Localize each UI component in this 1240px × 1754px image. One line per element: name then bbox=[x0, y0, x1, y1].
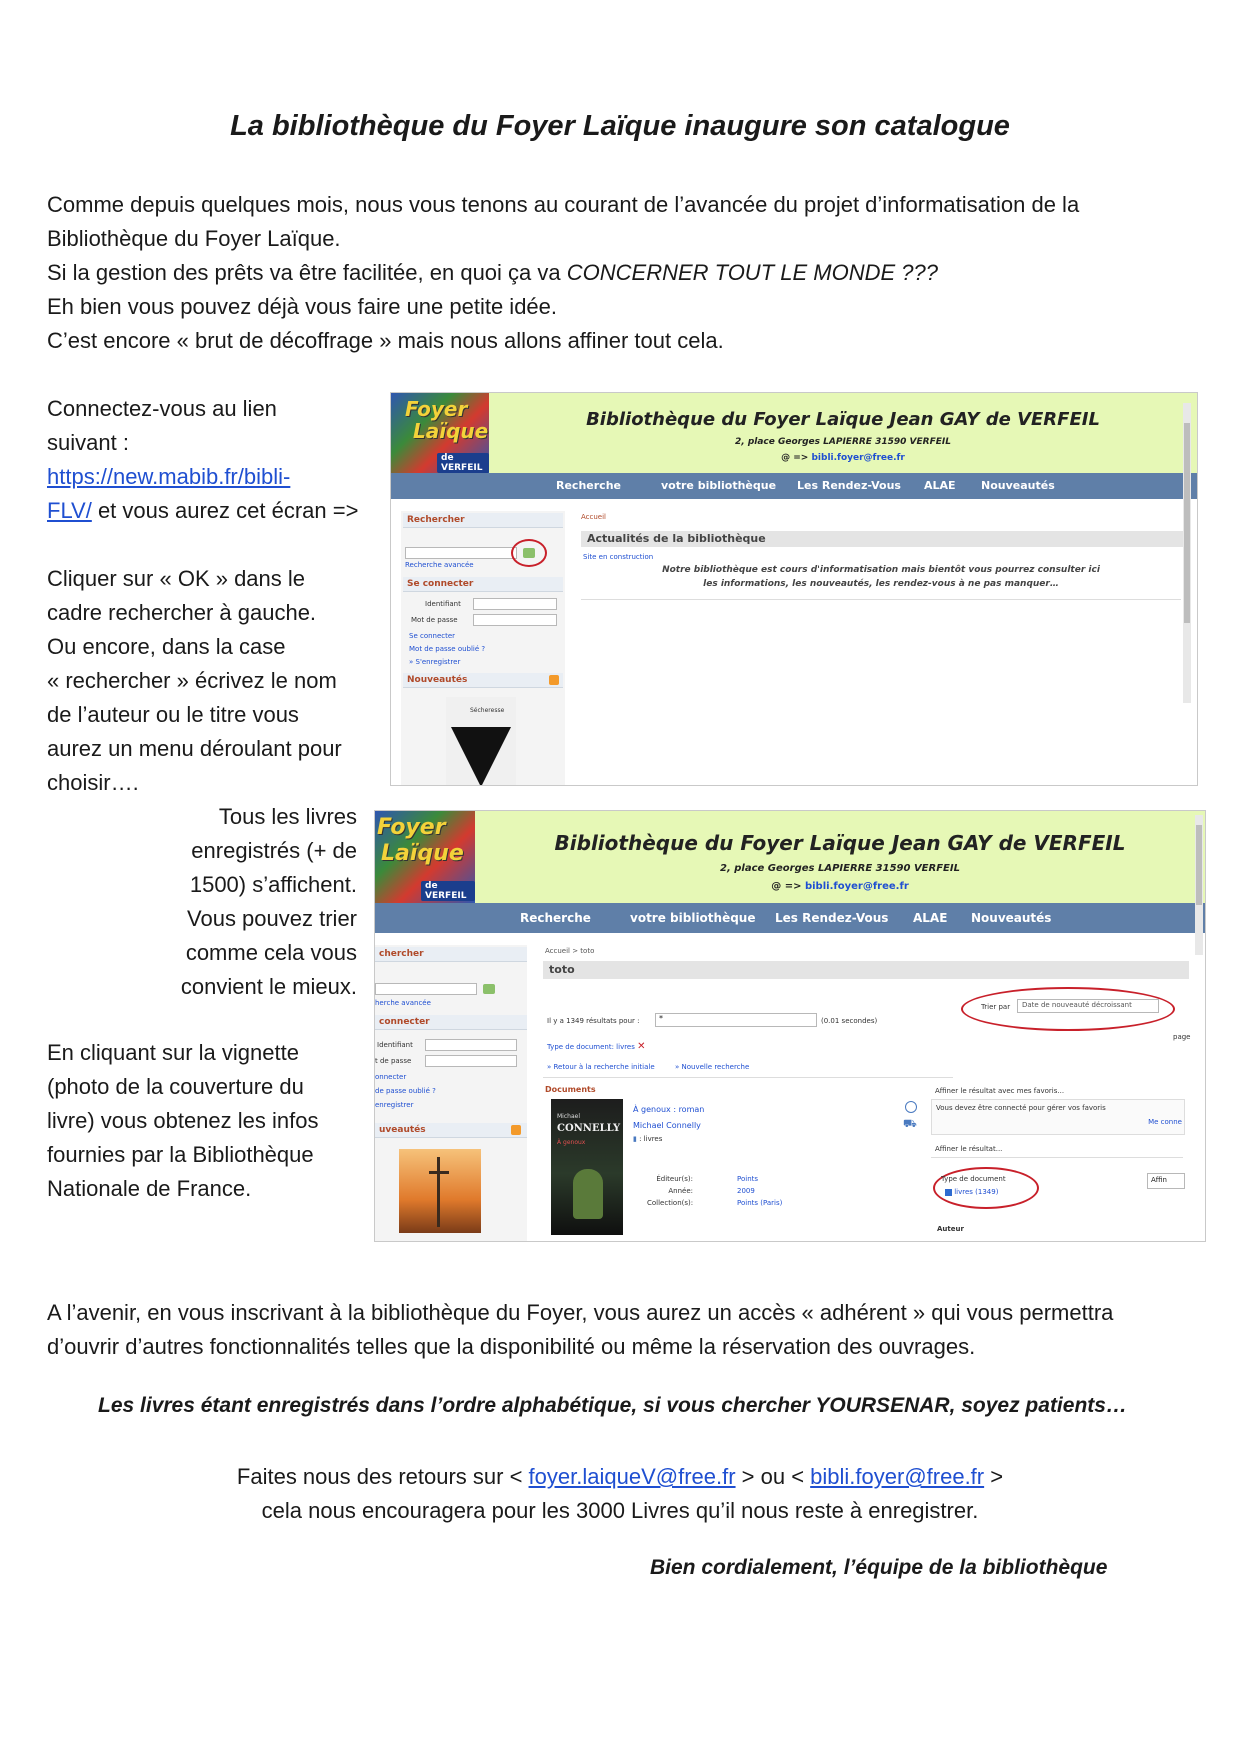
intro-line: Eh bien vous pouvez déjà vous faire une petite idée. bbox=[47, 294, 558, 319]
site-title: Bibliothèque du Foyer Laïque Jean GAY de VERFEIL bbox=[586, 409, 1100, 430]
book-cover-thumbnail[interactable] bbox=[399, 1149, 481, 1233]
highlight-circle bbox=[511, 539, 547, 567]
books-note: Tous les livres enregistrés (+ de 1500) s’affichent. Vous pouvez trier comme cela vous convient le mieux. bbox=[180, 804, 357, 999]
login-panel-header: connecter bbox=[375, 1015, 527, 1030]
future-paragraph: A l’avenir, en vous inscrivant à la bibliothèque du Foyer, vous aurez un accès « adhérent » qui vous permettra d’ouvrir d’autres fonctionnalités telles que la disponibilité ou même la réservation des ouvrages. bbox=[47, 1300, 1114, 1359]
refine-button[interactable]: Affin bbox=[1147, 1173, 1185, 1189]
login-link[interactable]: Se connecter bbox=[409, 632, 456, 640]
identifier-field[interactable] bbox=[425, 1039, 517, 1051]
site-link[interactable]: https://new.mabib.fr/bibli- bbox=[47, 464, 291, 489]
result-title[interactable]: À genoux : roman bbox=[633, 1105, 705, 1114]
ok-button[interactable] bbox=[483, 984, 495, 994]
menu-rendez-vous[interactable]: Les Rendez-Vous bbox=[775, 911, 889, 925]
site-title: Bibliothèque du Foyer Laïque Jean GAY de VERFEIL bbox=[554, 831, 1126, 855]
site-menu bbox=[375, 903, 1205, 933]
menu-votre-bibliotheque[interactable]: votre bibliothèque bbox=[630, 911, 756, 925]
search-input[interactable] bbox=[405, 547, 517, 559]
book-cover-thumbnail[interactable]: Sécheresse bbox=[446, 697, 516, 785]
site-mail: @ => bibli.foyer@free.fr bbox=[781, 453, 905, 463]
foyer-logo: Foyer Laïque de VERFEIL bbox=[375, 811, 475, 903]
menu-recherche[interactable]: Recherche bbox=[520, 911, 591, 925]
click-instructions: Cliquer sur « OK » dans le cadre rechercher à gauche. Ou encore, dans la case « rechercher » écrivez le nom de l’auteur ou le titre vous aurez un menu déroulant pour choisir…. bbox=[47, 566, 342, 795]
intro-paragraph bbox=[47, 188, 1207, 358]
book-icon: ▮ bbox=[633, 1135, 637, 1143]
info-icon[interactable] bbox=[905, 1101, 917, 1113]
connect-instructions: Connectez-vous au lien suivant : https://new.mabib.fr/bibli- FLV/ et vous aurez cet écran => bbox=[47, 396, 359, 523]
result-type: ▮ : livres bbox=[633, 1135, 663, 1143]
mail-link-bibli[interactable]: bibli.foyer@free.fr bbox=[810, 1464, 985, 1489]
site-link-end[interactable]: FLV/ bbox=[47, 498, 92, 523]
news-panel-header: Nouveautés bbox=[403, 673, 563, 688]
emphasis-text: CONCERNER TOUT LE MONDE ??? bbox=[566, 260, 938, 285]
rss-icon[interactable] bbox=[549, 675, 559, 685]
forgot-password-link[interactable]: de passe oublié ? bbox=[375, 1087, 436, 1095]
sort-select[interactable]: Date de nouveauté décroissant bbox=[1017, 999, 1159, 1013]
favorites-box: Vous devez être connecté pour gérer vos favoris Me conne bbox=[931, 1099, 1185, 1135]
foyer-logo: Foyer Laïque de VERFEIL bbox=[391, 393, 489, 473]
query-field[interactable]: * bbox=[655, 1013, 817, 1027]
menu-alae[interactable]: ALAE bbox=[913, 911, 948, 925]
screenshot-results: Foyer Laïque de VERFEIL Bibliothèque du Foyer Laïque Jean GAY de VERFEIL 2, place Georges LAPIERRE 31590 VERFEIL @ => bibli.foyer@free.fr Recherche votre bibliothèque Les Rendez-Vous ALAE Nouveautés chercher herche avancée connecter Identifiant t de passe onnecter de passe oublié ? enregistrer uveautés Accueil > toto toto Trier par Date de nouveauté décroissant page Il y a 1349 résultats pour : * (0.01 secondes) Type de document: livres ✕ » Retour à la recherche initiale » Nouvelle recherche Documents Michael CONNELLY À genoux À genoux : roman Michael Connelly ▮ : livres Éditeur(s): Année: Collection(s): Points 2009 Points (Paris) ⛟ Affiner le résultat avec mes favoris... Vous devez être connecté pour gérer vos favoris Me conne Affiner le résultat... Type de document livres (1349) Affin Auteur bbox=[374, 810, 1206, 1242]
scrollbar[interactable] bbox=[1195, 815, 1203, 955]
welcome-message: Notre bibliothèque est cours d'informatisation mais bientôt vous pourrez consulter ici les informations, les nouveautés, les rendez-vous à ne pas manquer… bbox=[662, 565, 1100, 589]
register-link[interactable]: enregistrer bbox=[375, 1101, 414, 1109]
result-author[interactable]: Michael Connelly bbox=[633, 1121, 701, 1130]
breadcrumb[interactable]: Accueil bbox=[581, 513, 606, 521]
menu-votre-bibliotheque[interactable]: votre bibliothèque bbox=[661, 479, 777, 492]
menu-rendez-vous[interactable]: Les Rendez-Vous bbox=[797, 479, 901, 492]
identifier-field[interactable] bbox=[473, 598, 557, 610]
site-address: 2, place Georges LAPIERRE 31590 VERFEIL bbox=[720, 863, 960, 874]
alphabetical-note: Les livres étant enregistrés dans l’ordre alphabétique, si vous chercher YOURSENAR, soyez patients… bbox=[98, 1394, 1127, 1417]
login-panel-header: Se connecter bbox=[403, 577, 563, 592]
advanced-search-link[interactable]: Recherche avancée bbox=[405, 561, 474, 569]
result-cover[interactable]: Michael CONNELLY À genoux bbox=[551, 1099, 623, 1235]
doctype-filter: Type de document: livres ✕ bbox=[547, 1041, 646, 1052]
login-link[interactable]: onnecter bbox=[375, 1073, 407, 1081]
feedback-paragraph: Faites nous des retours sur < foyer.laiqueV@free.fr > ou < bibli.foyer@free.fr > cela nous encouragera pour les 3000 Livres qu’il nous reste à enregistrer. bbox=[236, 1464, 1004, 1523]
menu-nouveautes[interactable]: Nouveautés bbox=[981, 479, 1055, 492]
scrollbar[interactable] bbox=[1183, 403, 1191, 703]
rss-icon[interactable] bbox=[511, 1125, 521, 1135]
refine-header: Affiner le résultat... bbox=[935, 1145, 1003, 1153]
results-count: Il y a 1349 résultats pour : bbox=[547, 1017, 640, 1025]
advanced-search-link[interactable]: herche avancée bbox=[375, 999, 431, 1007]
mail-link-foyer[interactable]: foyer.laiqueV@free.fr bbox=[528, 1464, 736, 1489]
vignette-note: En cliquant sur la vignette (photo de la couverture du livre) vous obtenez les infos fournies par la Bibliothèque Nationale de France. bbox=[47, 1040, 319, 1201]
site-menu bbox=[391, 473, 1197, 499]
intro-line: C’est encore « brut de décoffrage » mais nous allons affiner tout cela. bbox=[47, 328, 724, 353]
intro-line: Si la gestion des prêts va être facilitée, en quoi ça va CONCERNER TOUT LE MONDE ??? bbox=[47, 260, 938, 285]
search-input[interactable] bbox=[375, 983, 477, 995]
login-favorites-link[interactable]: Me conne bbox=[1148, 1118, 1182, 1126]
screenshot-home: Foyer Laïque de VERFEIL Bibliothèque du Foyer Laïque Jean GAY de VERFEIL 2, place Georges LAPIERRE 31590 VERFEIL @ => bibli.foyer@free.fr Recherche votre bibliothèque Les Rendez-Vous ALAE Nouveautés Rechercher Recherche avancée Se connecter Identifiant Mot de passe Se connecter Mot de passe oublié ? » S'enregistrer Nouveautés Sécheresse Accueil Actualités de la bibliothèque Site en construction Notre bibliothèque est cours d'informatisation mais bientôt vous pourrez consulter ici les informations, les nouveautés, les rendez-vous à ne pas manquer… bbox=[390, 392, 1198, 786]
news-panel-header: uveautés bbox=[375, 1123, 527, 1138]
intro-line: Comme depuis quelques mois, nous vous tenons au courant de l’avancée du projet d’informatisation de la bbox=[47, 192, 1080, 217]
forgot-password-link[interactable]: Mot de passe oublié ? bbox=[409, 645, 486, 653]
menu-alae[interactable]: ALAE bbox=[924, 479, 956, 492]
menu-recherche[interactable]: Recherche bbox=[556, 479, 621, 492]
doctype-checkbox[interactable]: livres (1349) bbox=[945, 1188, 998, 1196]
news-header: Actualités de la bibliothèque bbox=[581, 531, 1187, 547]
remove-filter-icon[interactable]: ✕ bbox=[637, 1041, 646, 1052]
search-panel-header: Rechercher bbox=[403, 513, 563, 528]
password-field[interactable] bbox=[473, 614, 557, 626]
site-mail: @ => bibli.foyer@free.fr bbox=[771, 881, 909, 892]
refine-favorites-header: Affiner le résultat avec mes favoris... bbox=[935, 1087, 1065, 1095]
result-meta-values: Points 2009 Points (Paris) bbox=[737, 1175, 783, 1207]
page-title: La bibliothèque du Foyer Laïque inaugure son catalogue bbox=[230, 110, 1010, 142]
back-link[interactable]: » Retour à la recherche initiale bbox=[547, 1063, 655, 1071]
site-address: 2, place Georges LAPIERRE 31590 VERFEIL bbox=[735, 437, 951, 447]
search-panel-header: chercher bbox=[375, 947, 527, 962]
breadcrumb[interactable]: Accueil > toto bbox=[545, 947, 595, 955]
password-field[interactable] bbox=[425, 1055, 517, 1067]
menu-nouveautes[interactable]: Nouveautés bbox=[971, 911, 1052, 925]
cart-icon[interactable]: ⛟ bbox=[903, 1117, 917, 1130]
documents-header: Documents bbox=[545, 1085, 596, 1094]
intro-line: Bibliothèque du Foyer Laïque. bbox=[47, 226, 341, 251]
site-construction-note: Site en construction bbox=[583, 553, 654, 561]
result-meta-labels: Éditeur(s): Année: Collection(s): bbox=[647, 1175, 694, 1207]
signature: Bien cordialement, l’équipe de la bibliothèque bbox=[650, 1556, 1108, 1579]
new-search-link[interactable]: » Nouvelle recherche bbox=[675, 1063, 750, 1071]
query-header: toto bbox=[543, 961, 1189, 979]
register-link[interactable]: » S'enregistrer bbox=[409, 658, 461, 666]
